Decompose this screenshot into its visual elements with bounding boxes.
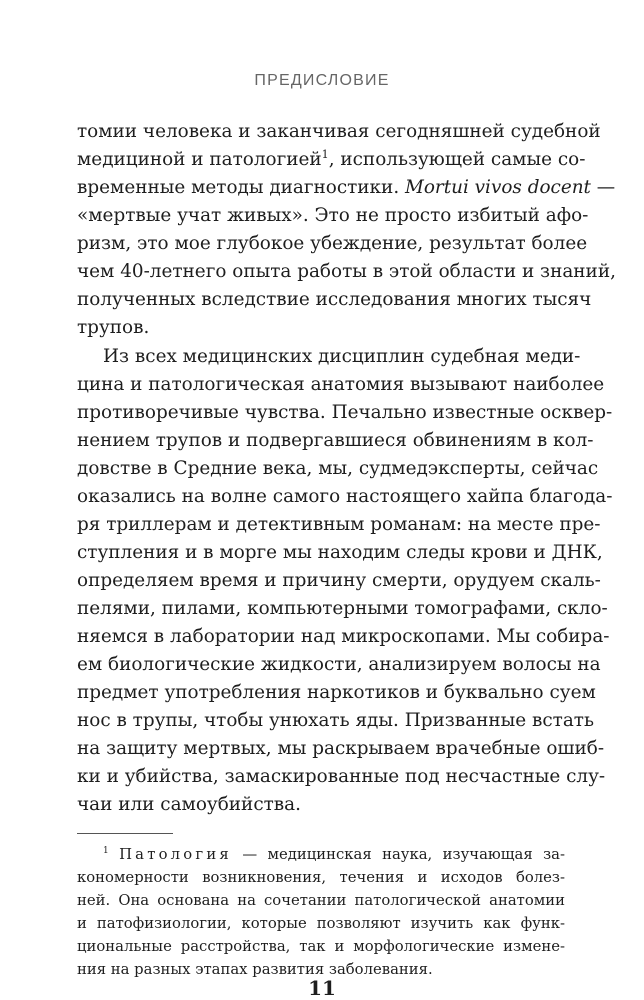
page-number: 11 (308, 976, 336, 1000)
text-line: ступления и в морге мы находим следы крови и ДНК, (77, 542, 603, 563)
footnote-term: Патология (119, 846, 232, 863)
text-line: временные методы диагностики. Mortui vivos docent — (77, 177, 616, 198)
text-line: томии человека и заканчивая сегодняшней судебной (77, 121, 601, 142)
text-line: медициной и патологией$^1$, использующей самые со- (77, 147, 586, 170)
footnote-line: ней. Она основана на сочетании патологической анатомии (77, 892, 565, 909)
footnote-line: $^1$ Патология — медицинская наука, изучающая за- (103, 846, 565, 863)
text-line: ря триллерам и детективным романам: на месте пре- (77, 514, 601, 535)
text-line: пелями, пилами, компьютерными томографами, скло- (77, 598, 608, 619)
text-line: противоречивые чувства. Печально известные осквер- (77, 402, 613, 423)
text-line: няемся в лаборатории над микроскопами. Мы собира- (77, 626, 610, 647)
footnote-line: циональные расстройства, так и морфологические измене- (77, 938, 565, 955)
text-line: чем 40-летнего опыта работы в этой области и знаний, (77, 261, 616, 282)
text-line: Из всех медицинских дисциплин судебная меди- (103, 346, 581, 367)
footnote-marker: 1 (103, 846, 109, 857)
text-line: чаи или самоубийства. (77, 794, 301, 815)
text-line: цина и патологическая анатомия вызывают наиболее (77, 374, 605, 395)
footnote-ref: 1 (321, 147, 329, 161)
text-line: довстве в Средние века, мы, судмедэксперты, сейчас (77, 458, 599, 479)
text-line: полученных вследствие исследования многих тысяч (77, 289, 592, 310)
text-line: определяем время и причину смерти, орудуем скаль- (77, 570, 601, 591)
text-line: ки и убийства, замаскированные под несчастные слу- (77, 766, 606, 787)
text-line: трупов. (77, 317, 150, 338)
footnote-line: ния на разных этапах развития заболевания. (77, 961, 433, 978)
text-line: предмет употребления наркотиков и буквально суем (77, 682, 596, 703)
text-line: нос в трупы, чтобы унюхать яды. Призванные встать (77, 710, 594, 731)
footnote-line: кономерности возникновения, течения и исходов болез- (77, 869, 565, 886)
text-line: нением трупов и подвергавшиеся обвинениям в кол- (77, 430, 594, 451)
footnote-line: и патофизиологии, которые позволяют изучить как функ- (77, 915, 565, 932)
text-line: ризм, это мое глубокое убеждение, результат более (77, 233, 588, 254)
running-header: ПРЕДИСЛОВИЕ (254, 72, 390, 89)
text-line: ем биологические жидкости, анализируем волосы на (77, 654, 601, 675)
text-line: на защиту мертвых, мы раскрываем врачебные ошиб- (77, 738, 605, 759)
latin-phrase: Mortui vivos docent (405, 177, 591, 198)
footnote-divider (77, 833, 173, 834)
text-line: «мертвые учат живых». Это не просто избитый афо- (77, 205, 589, 226)
text-line: оказались на волне самого настоящего хайпа благода- (77, 486, 613, 507)
